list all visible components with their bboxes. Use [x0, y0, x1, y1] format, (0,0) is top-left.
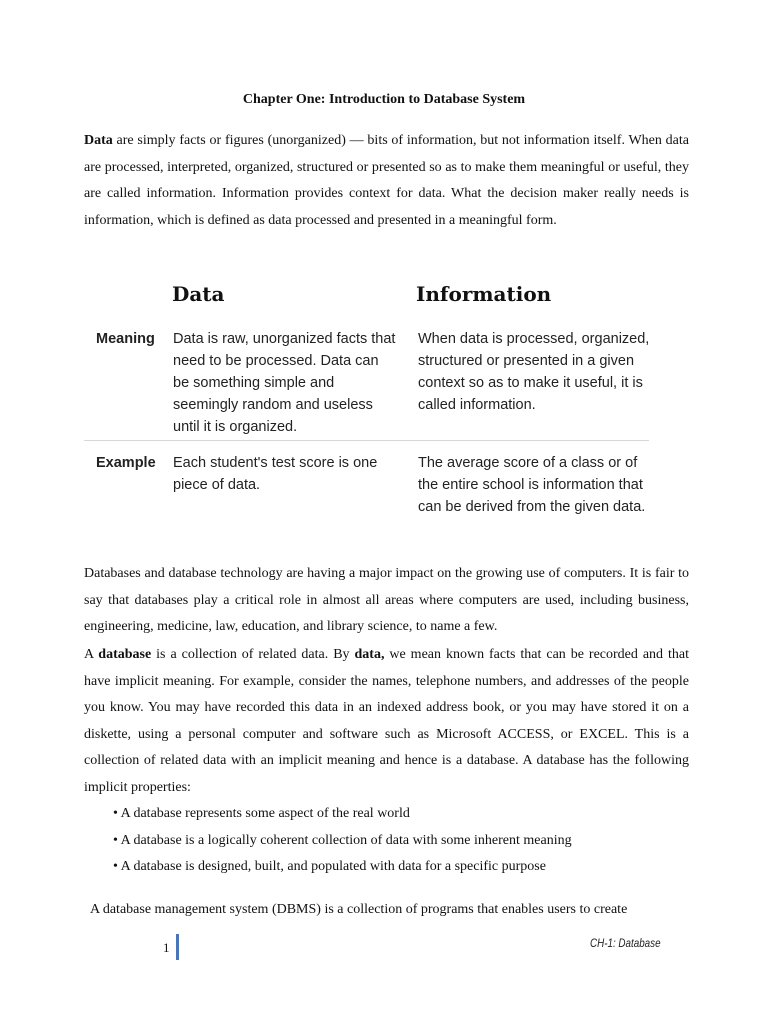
paragraph-text: are simply facts or figures (unorganized) — bits of information, but not information itself. When data are processed, interpreted, organized, structured or presented so as to make them meaningful or useful, they are called information. Information provides context for data. What the decision maker really needs is information, which is defined as data processed and presented in a meaningful form. — [84, 133, 689, 228]
table-header-data: Data — [172, 282, 225, 306]
paragraph-data-definition — [84, 128, 689, 234]
list-item: • A database represents some aspect of the real world — [113, 806, 410, 821]
row-label: Meaning — [96, 331, 155, 347]
table-row-example — [84, 452, 649, 542]
chapter-title: Chapter One: Introduction to Database System — [242, 92, 526, 107]
page-number: 1 — [163, 940, 170, 955]
paragraph-database-impact: Databases and database technology are having a major impact on the growing use of computers. It is fair to say that databases play a critical role in almost all areas where computers are used, including business, engineering, medicine, law, education, and library science, to name a few. — [84, 566, 689, 635]
properties-list — [113, 801, 572, 881]
paragraph-database-definition — [84, 642, 689, 802]
table-row-meaning — [84, 328, 649, 441]
text-run: we mean known facts that can be recorded and that have implicit meaning. For example, consider the names, telephone numbers, and addresses of the people you know. You may have recorded this data in an indexed address book, or you may have stored it on a diskette, using a personal computer and software such as Microsoft ACCESS, or EXCEL. This is a collection of related data with an implicit meaning and hence is a database. A database has the following implicit properties: — [84, 647, 689, 795]
cell-information: The average score of a class or of the entire school is information that can be derived from the given data. — [418, 455, 646, 515]
bold-term-data: Data — [84, 133, 113, 148]
bold-term-data: data, — [354, 647, 385, 662]
text-run: A — [84, 647, 99, 662]
list-item: • A database is designed, built, and populated with data for a specific purpose — [113, 859, 546, 875]
table-header-information: Information — [416, 282, 552, 306]
bold-term-database: database — [98, 647, 152, 662]
cell-data: Each student's test score is one piece of data. — [173, 455, 378, 493]
cell-data: Data is raw, unorganized facts that need to be processed. Data can be something simple and seemingly random and useless until it is organized. — [173, 331, 396, 435]
page-number-bar — [176, 934, 179, 960]
list-item: • A database is a logically coherent collection of data with some inherent meaning — [113, 832, 572, 848]
text-run: is a collection of related data. By — [151, 647, 355, 662]
paragraph-dbms: A database management system (DBMS) is a collection of programs that enables users to create — [90, 902, 628, 917]
running-head: CH-1: Database — [590, 936, 661, 950]
cell-information: When data is processed, organized, structured or presented in a given context so as to make it useful, it is called information. — [418, 331, 650, 413]
row-label: Example — [96, 455, 156, 471]
